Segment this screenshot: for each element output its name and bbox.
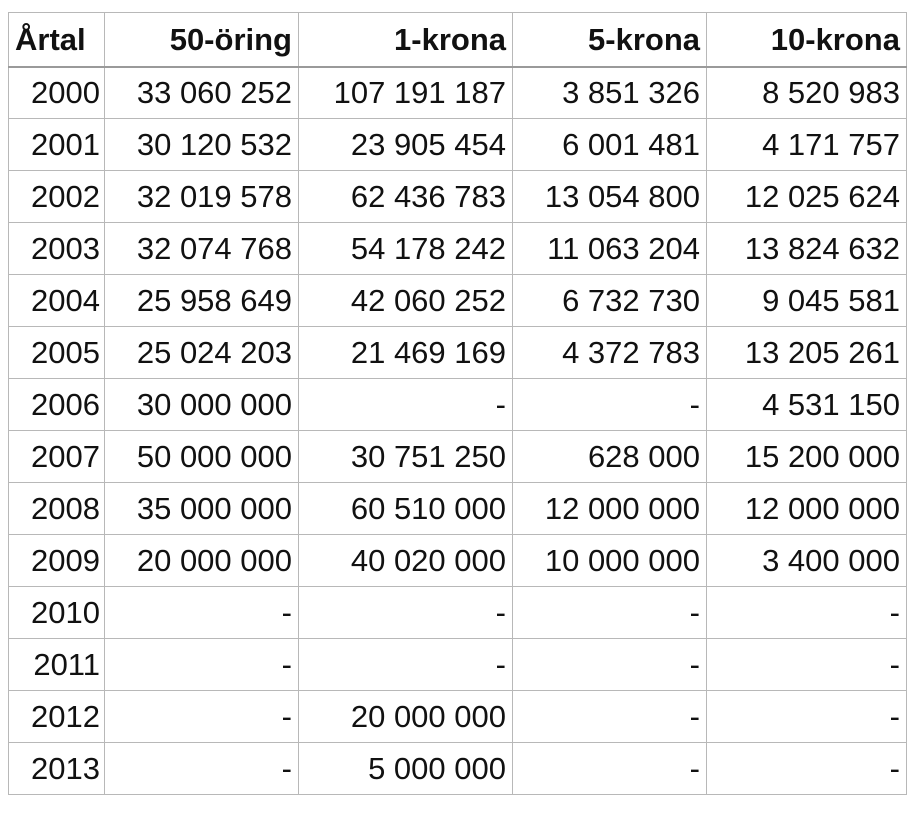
year-cell: 2001 (9, 119, 105, 171)
year-cell: 2010 (9, 587, 105, 639)
cell-1-krona: 42 060 252 (299, 275, 513, 327)
cell-5-krona: - (513, 379, 707, 431)
cell-50-oring: 30 000 000 (105, 379, 299, 431)
year-cell: 2009 (9, 535, 105, 587)
cell-10-krona: 9 045 581 (707, 275, 907, 327)
table-row (9, 275, 907, 327)
table-row (9, 431, 907, 483)
year-cell: 2004 (9, 275, 105, 327)
table-row (9, 691, 907, 743)
table-row (9, 639, 907, 691)
cell-10-krona: - (707, 691, 907, 743)
cell-50-oring: - (105, 691, 299, 743)
year-cell: 2002 (9, 171, 105, 223)
cell-5-krona: - (513, 587, 707, 639)
cell-50-oring: - (105, 743, 299, 795)
cell-10-krona: - (707, 743, 907, 795)
cell-50-oring: 32 019 578 (105, 171, 299, 223)
cell-1-krona: 5 000 000 (299, 743, 513, 795)
year-cell: 2013 (9, 743, 105, 795)
cell-50-oring: 30 120 532 (105, 119, 299, 171)
year-cell: 2006 (9, 379, 105, 431)
cell-10-krona: 3 400 000 (707, 535, 907, 587)
cell-5-krona: 12 000 000 (513, 483, 707, 535)
cell-50-oring: 35 000 000 (105, 483, 299, 535)
year-cell: 2007 (9, 431, 105, 483)
cell-50-oring: 33 060 252 (105, 67, 299, 119)
table-row (9, 535, 907, 587)
cell-50-oring: 20 000 000 (105, 535, 299, 587)
cell-10-krona: 13 824 632 (707, 223, 907, 275)
header-year: Årtal (9, 13, 105, 67)
cell-5-krona: 6 001 481 (513, 119, 707, 171)
cell-10-krona: 15 200 000 (707, 431, 907, 483)
cell-10-krona: - (707, 639, 907, 691)
cell-1-krona: - (299, 587, 513, 639)
cell-50-oring: 25 024 203 (105, 327, 299, 379)
table-row (9, 223, 907, 275)
table-row (9, 67, 907, 119)
cell-50-oring: - (105, 587, 299, 639)
cell-50-oring: 25 958 649 (105, 275, 299, 327)
header-5-krona: 5-krona (513, 13, 707, 67)
cell-1-krona: 20 000 000 (299, 691, 513, 743)
header-row (9, 13, 907, 67)
cell-1-krona: - (299, 379, 513, 431)
header-1-krona: 1-krona (299, 13, 513, 67)
year-cell: 2012 (9, 691, 105, 743)
cell-1-krona: 54 178 242 (299, 223, 513, 275)
cell-1-krona: 107 191 187 (299, 67, 513, 119)
table-row (9, 119, 907, 171)
cell-10-krona: 8 520 983 (707, 67, 907, 119)
cell-1-krona: 60 510 000 (299, 483, 513, 535)
cell-1-krona: 30 751 250 (299, 431, 513, 483)
cell-5-krona: 628 000 (513, 431, 707, 483)
cell-10-krona: 13 205 261 (707, 327, 907, 379)
cell-5-krona: 6 732 730 (513, 275, 707, 327)
cell-50-oring: 50 000 000 (105, 431, 299, 483)
cell-1-krona: 23 905 454 (299, 119, 513, 171)
year-cell: 2011 (9, 639, 105, 691)
table-row (9, 379, 907, 431)
table-row (9, 483, 907, 535)
cell-5-krona: 13 054 800 (513, 171, 707, 223)
table-row (9, 171, 907, 223)
table-row (9, 327, 907, 379)
cell-10-krona: 4 531 150 (707, 379, 907, 431)
header-50-oring: 50-öring (105, 13, 299, 67)
cell-5-krona: - (513, 639, 707, 691)
cell-10-krona: 4 171 757 (707, 119, 907, 171)
cell-10-krona: 12 000 000 (707, 483, 907, 535)
cell-5-krona: 4 372 783 (513, 327, 707, 379)
cell-1-krona: 40 020 000 (299, 535, 513, 587)
cell-50-oring: - (105, 639, 299, 691)
cell-5-krona: 11 063 204 (513, 223, 707, 275)
year-cell: 2008 (9, 483, 105, 535)
coin-mintage-table (8, 12, 907, 795)
cell-1-krona: 21 469 169 (299, 327, 513, 379)
cell-10-krona: - (707, 587, 907, 639)
cell-10-krona: 12 025 624 (707, 171, 907, 223)
header-10-krona: 10-krona (707, 13, 907, 67)
cell-5-krona: - (513, 691, 707, 743)
year-cell: 2003 (9, 223, 105, 275)
cell-1-krona: 62 436 783 (299, 171, 513, 223)
cell-5-krona: - (513, 743, 707, 795)
cell-1-krona: - (299, 639, 513, 691)
cell-50-oring: 32 074 768 (105, 223, 299, 275)
cell-5-krona: 10 000 000 (513, 535, 707, 587)
year-cell: 2000 (9, 67, 105, 119)
year-cell: 2005 (9, 327, 105, 379)
cell-5-krona: 3 851 326 (513, 67, 707, 119)
table-row (9, 587, 907, 639)
table-row (9, 743, 907, 795)
